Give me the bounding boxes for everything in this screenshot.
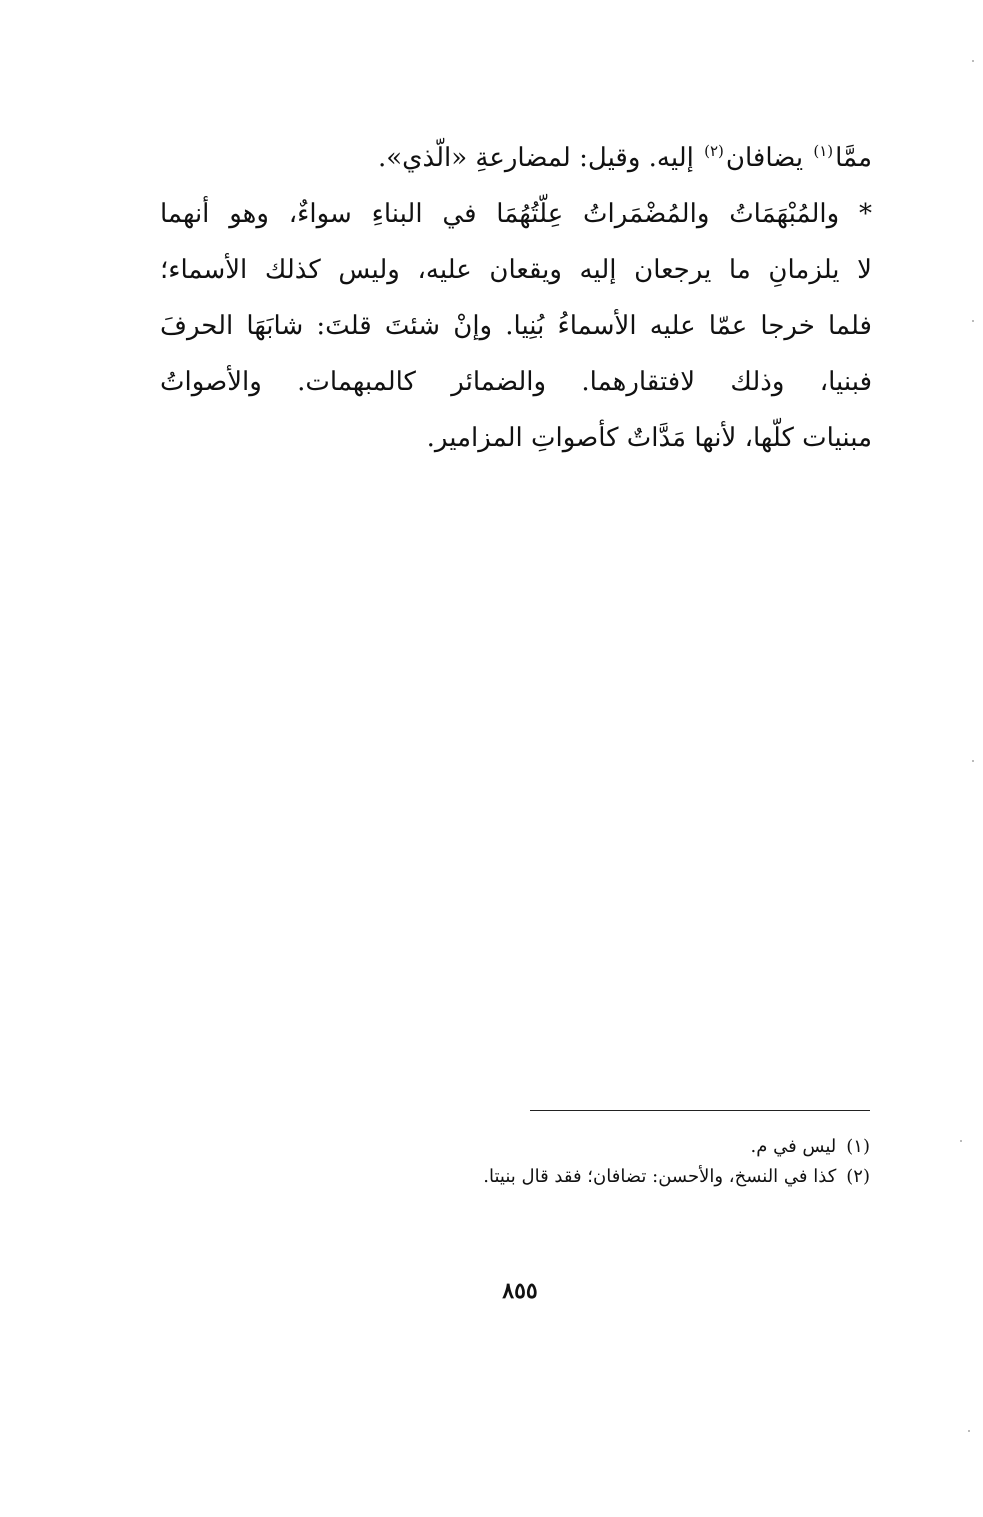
scan-speck: [972, 60, 974, 62]
text-line-1: [160, 130, 872, 186]
text-segment: يضافان: [725, 143, 812, 173]
text-segment: ممَّا: [835, 143, 872, 173]
footnote-text: كذا في النسخ، والأحسن: تضافان؛ فقد قال بنيتا.: [483, 1166, 837, 1187]
text-line-4: فلما خرجا عمّا عليه الأسماءُ بُنِيا. وإنْ شئتَ قلتَ: شابَهَا الحرفَ: [160, 311, 872, 341]
footnote-number: (١): [846, 1136, 870, 1157]
scan-speck: [960, 1140, 962, 1142]
footnote-ref-2[interactable]: (٢): [704, 142, 724, 161]
footnote-ref-1[interactable]: (١): [813, 142, 834, 161]
footnote-1: [400, 1132, 870, 1162]
text-segment: إليه. وقيل: لمضارعةِ «الّذي».: [377, 143, 703, 173]
page-number: ٨٥٥: [502, 1278, 538, 1304]
scan-speck: [972, 760, 974, 762]
footnotes: [400, 1132, 870, 1192]
text-line-2: * والمُبْهَمَاتُ والمُضْمَراتُ عِلّتُهُمَا في البناءِ سواءٌ، وهو أنهما: [160, 199, 872, 229]
text-line-5: فبنيا، وذلك لافتقارهما. والضمائر كالمبهمات. والأصواتُ: [160, 367, 872, 397]
footnote-text: ليس في م.: [750, 1136, 837, 1157]
scan-speck: [968, 1430, 970, 1432]
text-line-6: مبنيات كلّها، لأنها مَدَّاتٌ كأصواتِ المزامير.: [426, 423, 872, 453]
scan-speck: [972, 320, 974, 322]
text-line-3: لا يلزمانِ ما يرجعان إليه ويقعان عليه، وليس كذلك الأسماء؛: [160, 255, 872, 285]
footnote-number: (٢): [846, 1166, 870, 1187]
main-text: [160, 130, 872, 466]
footnote-separator: [530, 1110, 870, 1111]
footnote-2: [400, 1162, 870, 1192]
